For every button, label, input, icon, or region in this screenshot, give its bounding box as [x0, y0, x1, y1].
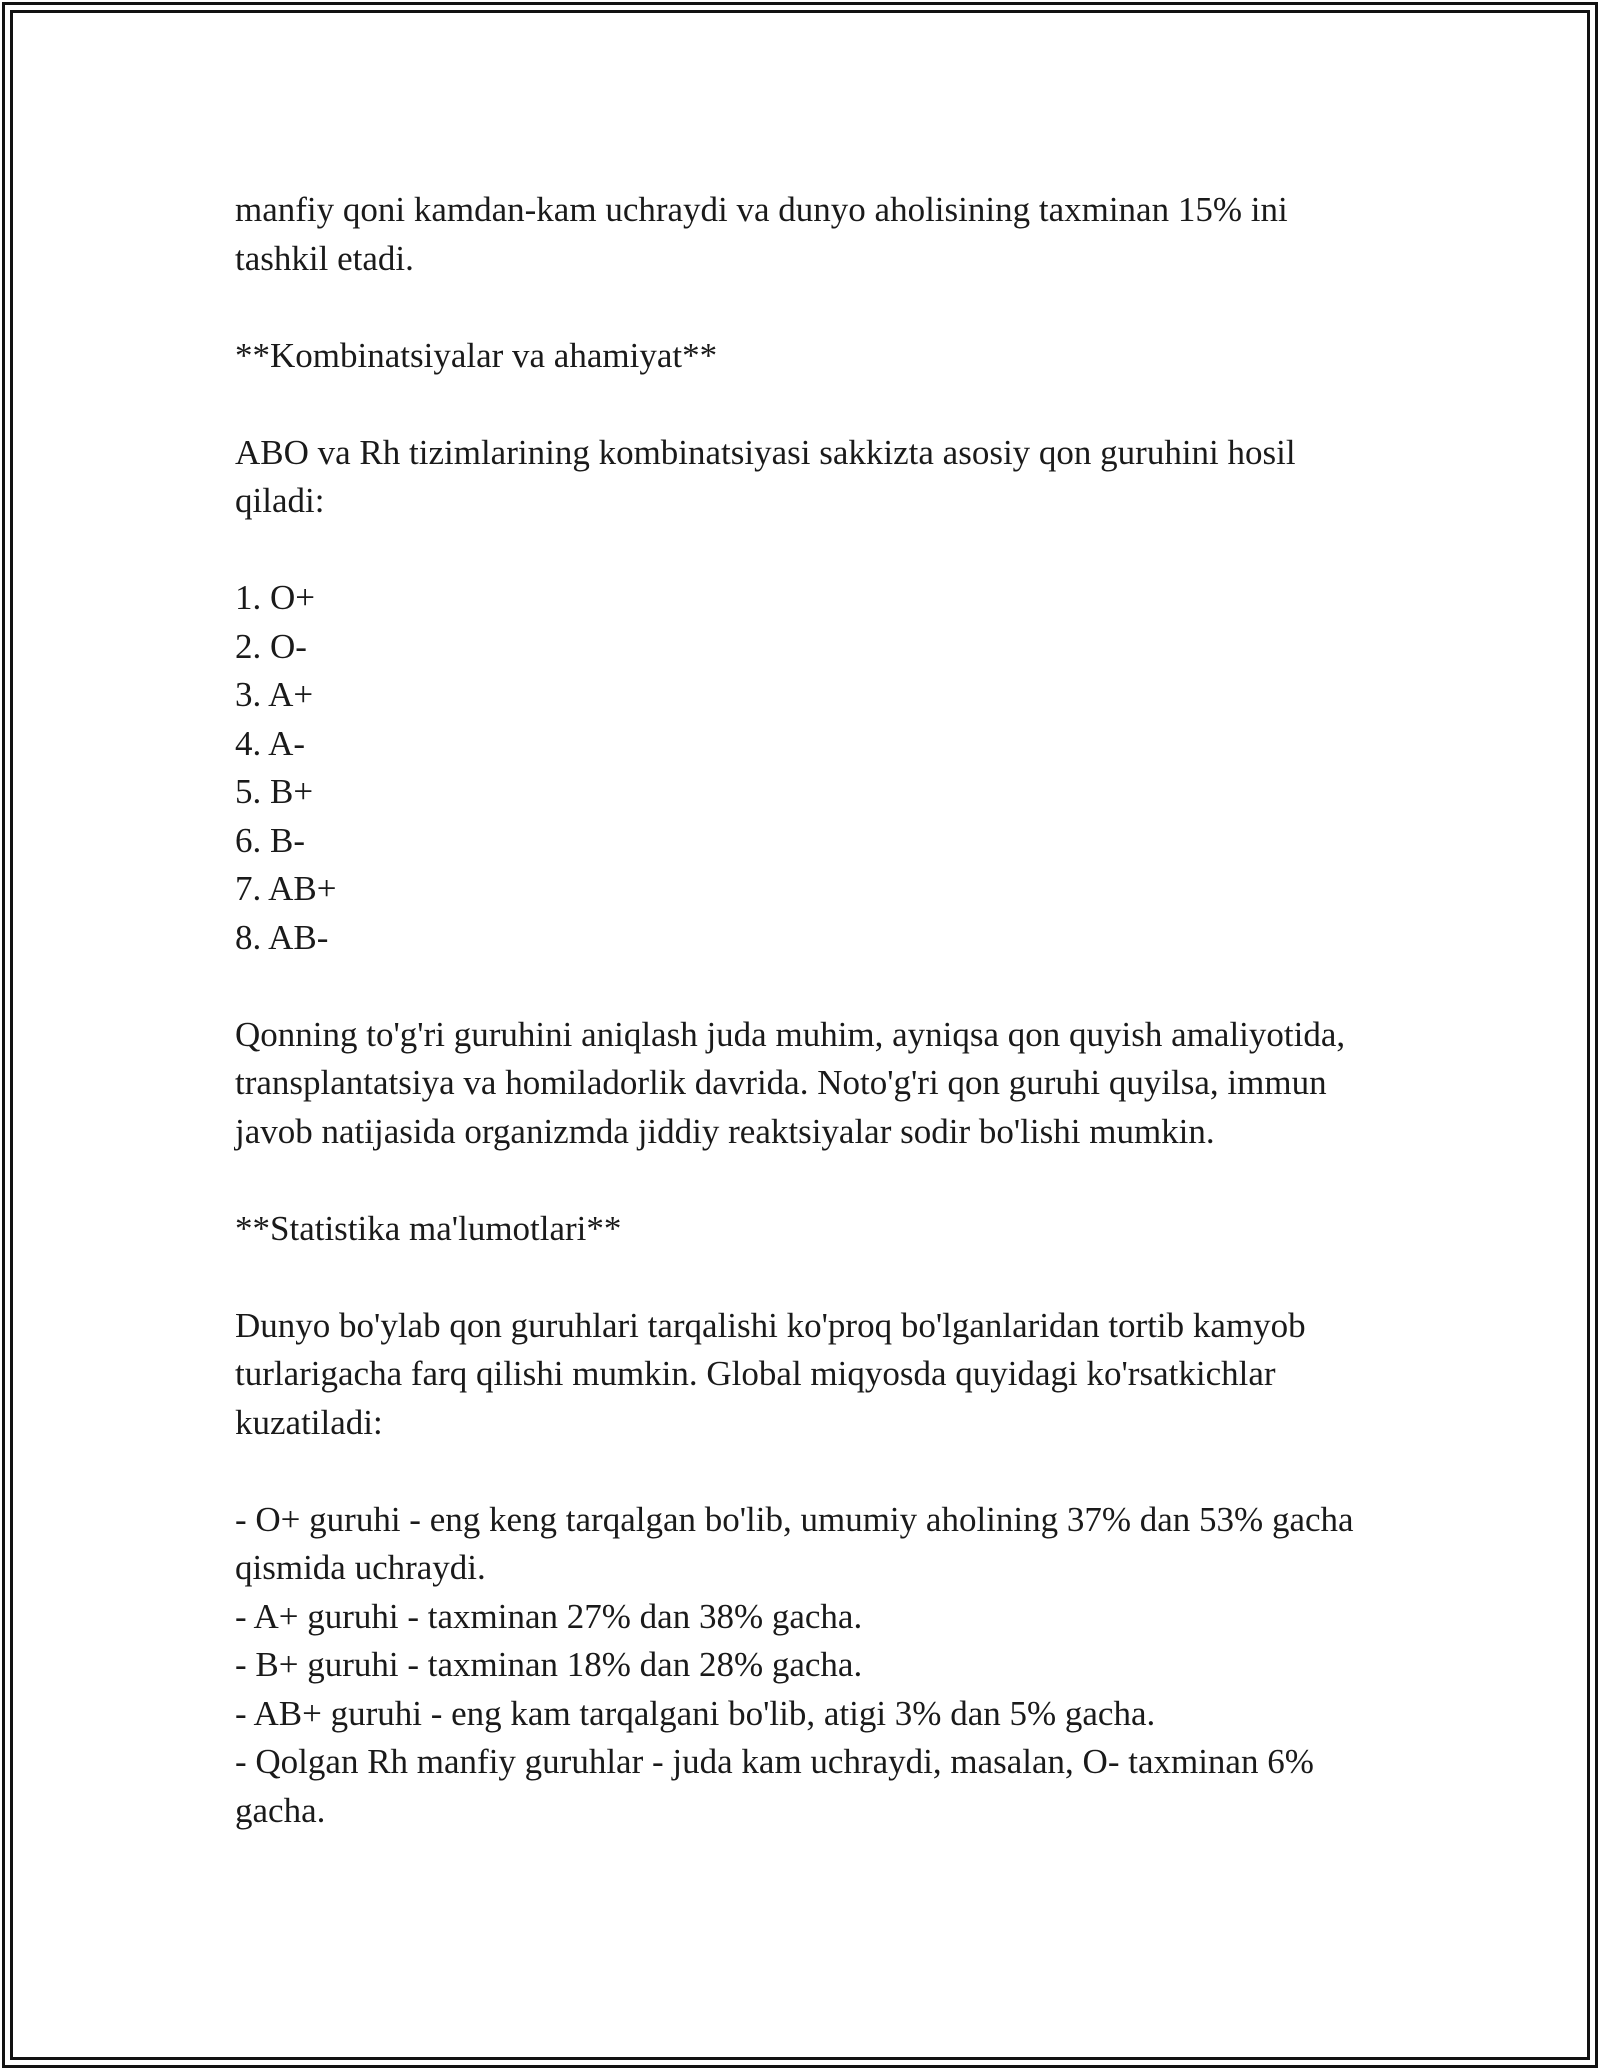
list-item: 4. A-: [235, 723, 305, 763]
spacer: [235, 380, 1385, 429]
list-item: 7. AB+: [235, 869, 337, 908]
list-item: 2. O-: [235, 626, 307, 666]
combinations-paragraph: ABO va Rh tizimlarining kombinatsiyasi sakkizta asosiy qon guruhini hosil qiladi:: [235, 432, 1296, 520]
spacer: [235, 962, 1385, 1011]
spacer: [235, 1447, 1385, 1496]
list-item: - O+ guruhi - eng keng tarqalgan bo'lib, umumiy aholining 37% dan 53% gacha qismida uchraydi.: [235, 1499, 1354, 1587]
list-item: - A+ guruhi - taxminan 27% dan 38% gacha.: [235, 1596, 863, 1636]
list-item: 5. B+: [235, 772, 314, 811]
section-heading-combinations: **Kombinatsiyalar va ahamiyat**: [235, 335, 718, 375]
list-item: - B+ guruhi - taxminan 18% dan 28% gacha.: [235, 1645, 863, 1684]
statistics-paragraph: Dunyo bo'ylab qon guruhlari tarqalishi ko'proq bo'lganlaridan tortib kamyob turlarigacha farq qilishi mumkin. Global miqyosda quyidagi ko'rsatkichlar kuzatiladi:: [235, 1305, 1306, 1442]
spacer: [235, 526, 1385, 575]
spacer: [235, 1156, 1385, 1205]
list-item: 1. O+: [235, 578, 316, 617]
list-item: - Qolgan Rh manfiy guruhlar - juda kam uchraydi, masalan, O- taxminan 6% gacha.: [235, 1742, 1314, 1830]
spacer: [235, 1253, 1385, 1302]
statistics-list: [235, 1496, 1385, 1836]
importance-paragraph: Qonning to'g'ri guruhini aniqlash juda muhim, ayniqsa qon quyish amaliyotida, transplantatsiya va homiladorlik davrida. Noto'g'ri qon guruhi quyilsa, immun javob natijasida organizmda jiddiy reaktsiyalar sodir bo'lishi mumkin.: [235, 1014, 1346, 1151]
list-item: 8. AB-: [235, 917, 329, 957]
spacer: [235, 283, 1385, 332]
list-item: - AB+ guruhi - eng kam tarqalgani bo'lib, atigi 3% dan 5% gacha.: [235, 1693, 1156, 1733]
blood-group-list: [235, 574, 1385, 962]
document-body: [235, 186, 1385, 1835]
list-item: 6. B-: [235, 820, 305, 860]
section-heading-statistics: **Statistika ma'lumotlari**: [235, 1208, 622, 1248]
list-item: 3. A+: [235, 675, 314, 714]
intro-paragraph: manfiy qoni kamdan-kam uchraydi va dunyo aholisining taxminan 15% ini tashkil etadi.: [235, 190, 1288, 278]
